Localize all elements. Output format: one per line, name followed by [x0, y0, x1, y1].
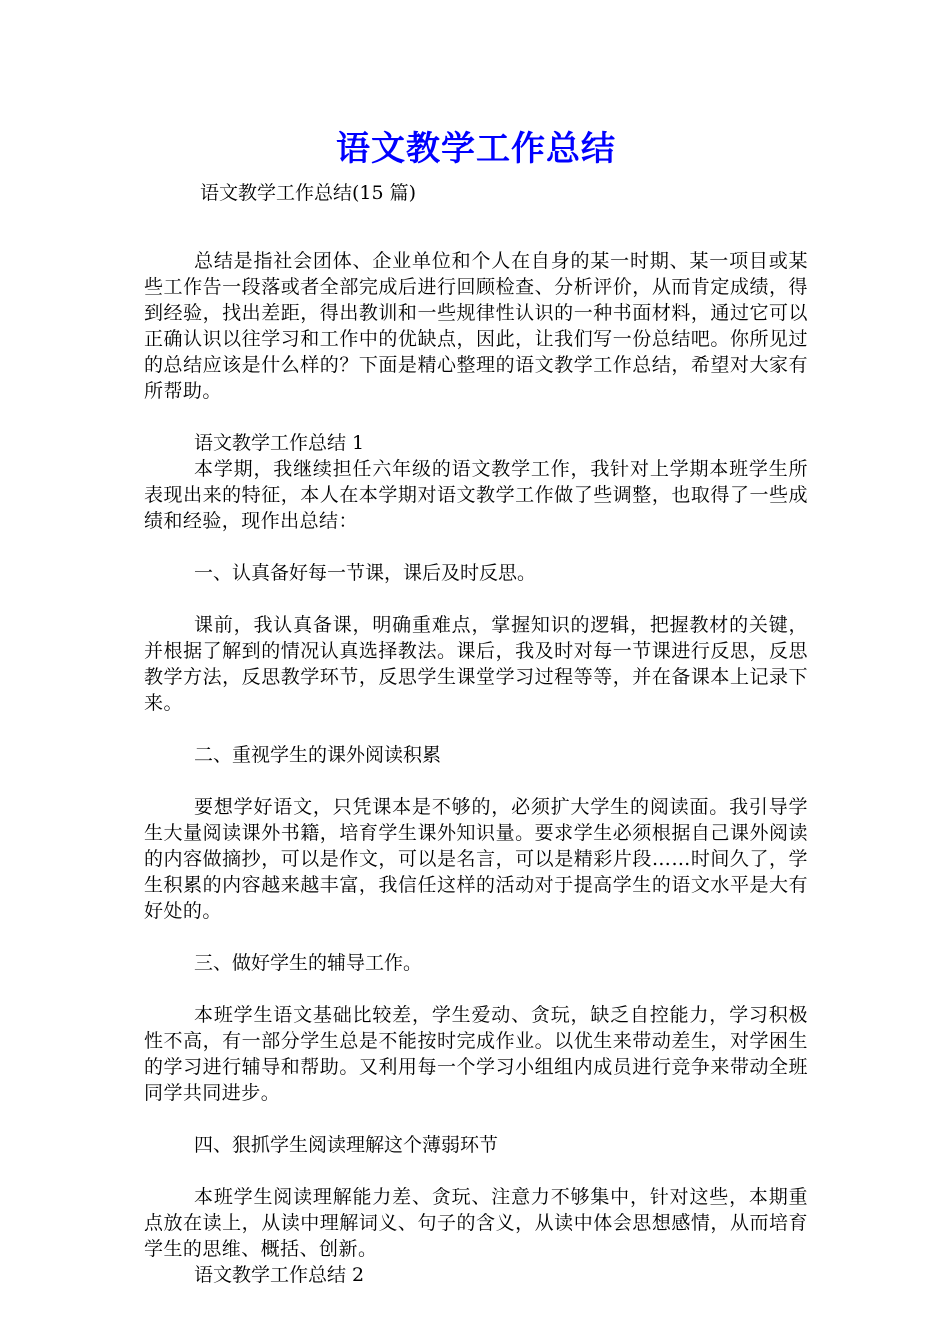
spacer — [144, 924, 808, 950]
spacer — [144, 976, 808, 1002]
document-page — [144, 118, 808, 1288]
spacer — [144, 206, 808, 248]
point-2-heading: 二、重视学生的课外阅读积累 — [194, 744, 442, 766]
spacer — [144, 768, 808, 794]
spacer — [144, 404, 808, 430]
spacer — [144, 534, 808, 560]
point-2-body: 要想学好语文，只凭课本是不够的，必须扩大学生的阅读面。我引导学生大量阅读课外书籍，培育学生课外知识量。要求学生必须根据自己课外阅读的内容做摘抄，可以是作文，可以是名言，可以是精彩片段……时间久了，学生积累的内容越来越丰富，我信任这样的活动对于提高学生的语文水平是大有好处的。 — [144, 796, 808, 922]
section-2-title: 语文教学工作总结 2 — [194, 1264, 365, 1286]
spacer — [144, 716, 808, 742]
spacer — [144, 1106, 808, 1132]
point-4-heading: 四、狠抓学生阅读理解这个薄弱环节 — [194, 1134, 499, 1156]
section-1-title: 语文教学工作总结 1 — [194, 432, 365, 454]
spacer — [144, 1158, 808, 1184]
point-1-body: 课前，我认真备课，明确重难点，掌握知识的逻辑，把握教材的关键，并根据了解到的情况认真选择教法。课后，我及时对每一节课进行反思，反思教学方法，反思教学环节，反思学生课堂学习过程等等，并在备课本上记录下来。 — [144, 614, 808, 714]
point-1-heading: 一、认真备好每一节课，课后及时反思。 — [194, 562, 537, 584]
point-3-body: 本班学生语文基础比较差，学生爱动、贪玩，缺乏自控能力，学习积极性不高，有一部分学生总是不能按时完成作业。以优生来带动差生，对学困生的学习进行辅导和帮助。又利用每一个学习小组组内成员进行竞争来带动全班同学共同进步。 — [144, 1004, 808, 1104]
intro-paragraph: 总结是指社会团体、企业单位和个人在自身的某一时期、某一项目或某些工作告一段落或者全部完成后进行回顾检查、分析评价，从而肯定成绩，得到经验，找出差距，得出教训和一些规律性认识的一种书面材料，通过它可以正确认识以往学习和工作中的优缺点，因此，让我们写一份总结吧。你所见过的总结应该是什么样的？下面是精心整理的语文教学工作总结，希望对大家有所帮助。 — [144, 250, 808, 402]
section-1-intro: 本学期，我继续担任六年级的语文教学工作，我针对上学期本班学生所表现出来的特征，本人在本学期对语文教学工作做了些调整，也取得了一些成绩和经验，现作出总结： — [144, 458, 808, 532]
document-title: 语文教学工作总结 — [336, 129, 616, 169]
point-4-body: 本班学生阅读理解能力差、贪玩、注意力不够集中，针对这些，本期重点放在读上，从读中理解词义、句子的含义，从读中体会思想感情，从而培育学生的思维、概括、创新。 — [144, 1186, 808, 1260]
point-3-heading: 三、做好学生的辅导工作。 — [194, 952, 423, 974]
spacer — [144, 586, 808, 612]
document-subtitle: 语文教学工作总结(15 篇) — [200, 182, 417, 204]
